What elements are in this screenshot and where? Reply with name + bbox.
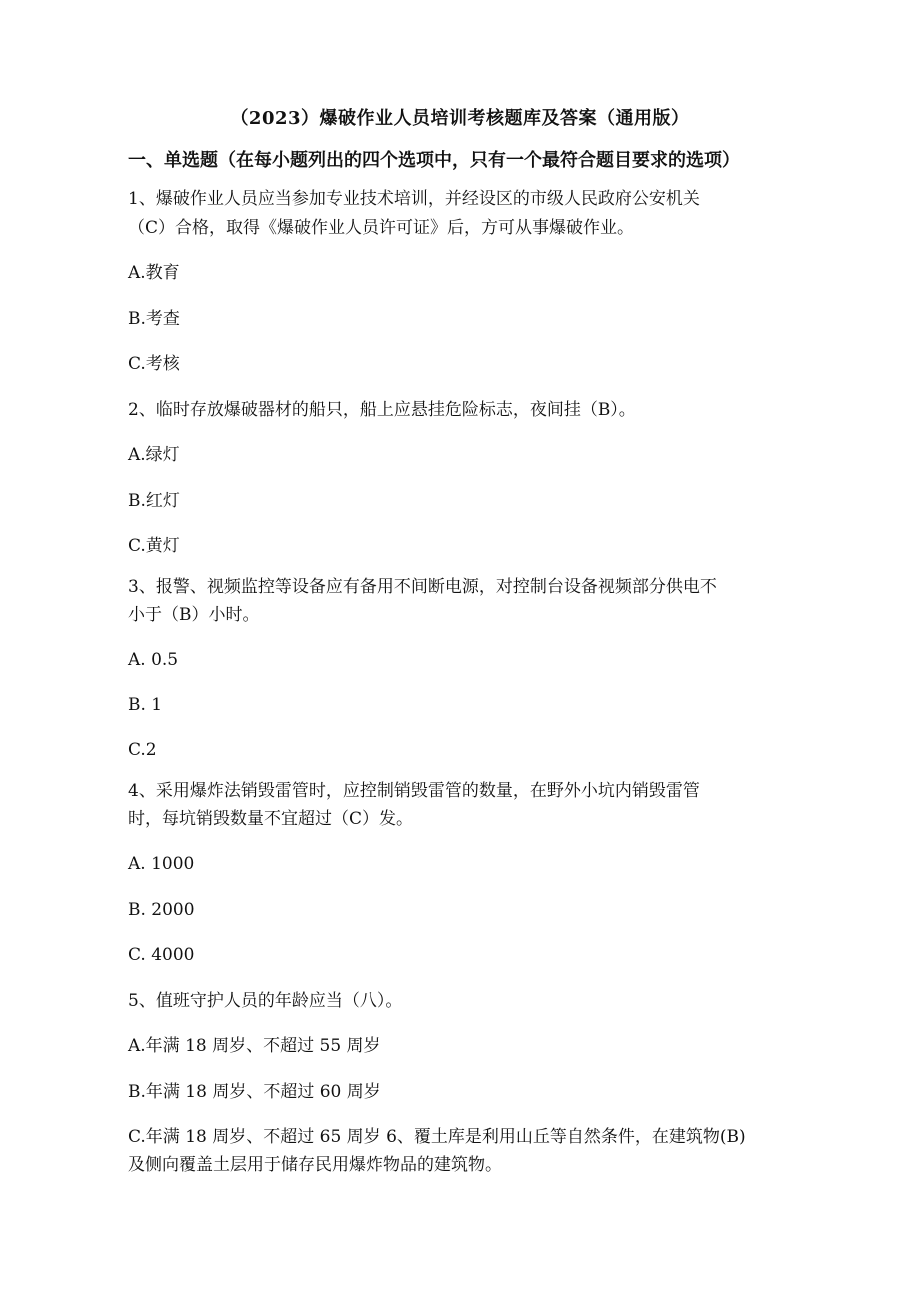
question-5-option-a: A.年满 18 周岁、不超过 55 周岁	[128, 1036, 381, 1056]
question-4-line-1: 4、采用爆炸法销毁雷管时，应控制销毁雷管的数量，在野外小坑内销毁雷管	[128, 781, 700, 801]
question-1-option-a: A.教育	[128, 263, 180, 283]
question-4-line-2: 时，每坑销毁数量不宜超过（C）发。	[128, 809, 414, 829]
question-2-option-b: B.红灯	[128, 491, 180, 511]
question-6-line-2: 及侧向覆盖土层用于储存民用爆炸物品的建筑物。	[128, 1155, 502, 1175]
question-3-line-2: 小于（B）小时。	[128, 605, 260, 625]
question-3-line-1: 3、报警、视频监控等设备应有备用不间断电源，对控制台设备视频部分供电不	[128, 577, 717, 597]
question-2-option-a: A.绿灯	[128, 445, 180, 465]
question-1-option-c: C.考核	[128, 354, 180, 374]
question-1-option-b: B.考查	[128, 309, 180, 329]
question-2-line-1: 2、临时存放爆破器材的船只，船上应悬挂危险标志，夜间挂（B）。	[128, 400, 636, 420]
question-5-option-c-and-question-6: C.年满 18 周岁、不超过 65 周岁 6、覆土库是利用山丘等自然条件，在建筑物(B)	[128, 1127, 746, 1147]
question-4-option-a: A. 1000	[128, 854, 195, 874]
question-4-option-c: C. 4000	[128, 945, 195, 965]
question-3-option-a: A. 0.5	[128, 650, 179, 670]
question-1-line-2: （C）合格，取得《爆破作业人员许可证》后，方可从事爆破作业。	[128, 218, 635, 238]
question-2-option-c: C.黄灯	[128, 536, 180, 556]
question-4-option-b: B. 2000	[128, 900, 195, 920]
document-title: （2023）爆破作业人员培训考核题库及答案（通用版）	[230, 108, 690, 129]
question-1-line-1: 1、爆破作业人员应当参加专业技术培训，并经设区的市级人民政府公安机关	[128, 189, 700, 209]
question-5-option-b: B.年满 18 周岁、不超过 60 周岁	[128, 1082, 381, 1102]
question-5-line-1: 5、值班守护人员的年龄应当（八）。	[128, 991, 403, 1011]
section-heading: 一、单选题（在每小题列出的四个选项中，只有一个最符合题目要求的选项）	[128, 150, 740, 171]
question-3-option-c: C.2	[128, 740, 157, 760]
question-3-option-b: B. 1	[128, 695, 163, 715]
